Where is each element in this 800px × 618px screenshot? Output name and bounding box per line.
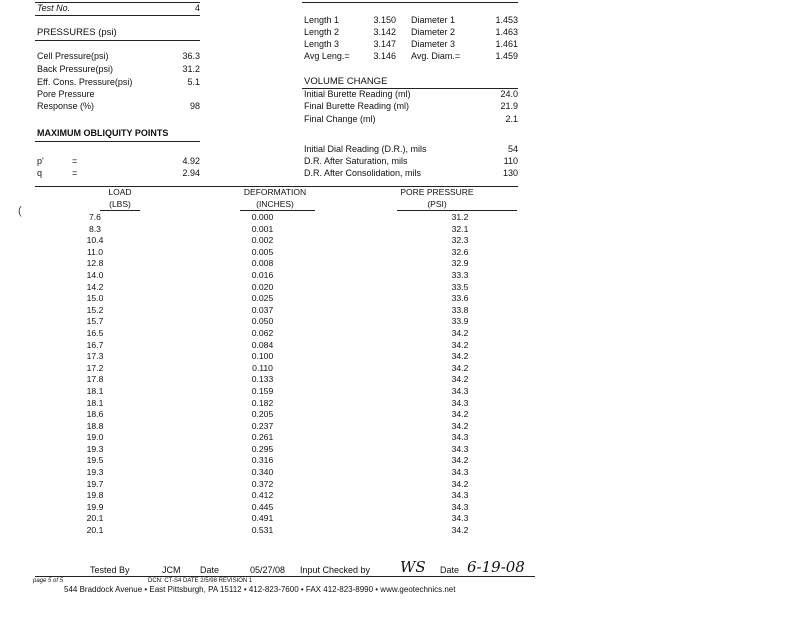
pore-pressure-cell: 34.3 (451, 443, 469, 454)
pore-pressure-cell: 33.8 (451, 304, 469, 315)
header-deformation-line2: (INCHES) (256, 199, 294, 209)
table-row (50, 224, 535, 236)
pore-pressure-cell: 34.3 (451, 432, 469, 443)
table-row (50, 258, 535, 270)
deformation-cell: 0.110 (252, 362, 273, 373)
deformation-cell: 0.491 (251, 513, 274, 524)
pore-pressure-cell: 34.2 (451, 420, 469, 431)
table-row (50, 490, 535, 502)
pressure-value: 98 (189, 101, 200, 111)
length-value: 3.147 (373, 39, 396, 49)
deformation-cell: 0.316 (251, 455, 274, 466)
load-cell: 18.1 (86, 397, 104, 408)
volume-title: VOLUME CHANGE (304, 76, 388, 87)
table-row (50, 398, 535, 410)
deformation-cell: 0.000 (251, 212, 274, 222)
header-pore-pressure-line1: PORE PRESSURE (400, 187, 474, 197)
load-cell: 12.8 (86, 258, 104, 269)
pore-pressure-cell: 34.2 (451, 362, 469, 373)
load-cell: 14.2 (86, 281, 104, 292)
header-load-line1: LOAD (108, 187, 132, 197)
pressure-value: 31.2 (182, 64, 200, 74)
diameter-label: Diameter 2 (411, 27, 456, 37)
pore-pressure-cell: 32.9 (451, 258, 469, 269)
diameter-label: Diameter 3 (411, 39, 456, 49)
load-cell: 18.6 (86, 409, 104, 420)
pore-pressure-cell: 34.3 (451, 467, 469, 478)
table-row (50, 432, 535, 444)
deformation-cell: 0.159 (251, 385, 274, 396)
dial-label: Initial Dial Reading (D.R.), mils (304, 144, 427, 154)
deformation-cell: 0.340 (251, 467, 274, 478)
pore-pressure-cell: 32.6 (451, 246, 469, 257)
dial-label: D.R. After Saturation, mils (304, 156, 408, 166)
length-label: Avg Leng.= (304, 51, 350, 61)
header-deformation-line1: DEFORMATION (243, 187, 307, 197)
table-row (50, 282, 535, 294)
length-label: Length 1 (304, 15, 340, 25)
header-load-line2: (LBS) (109, 199, 131, 209)
length-value: 3.146 (373, 51, 396, 61)
load-cell: 15.7 (86, 316, 104, 327)
table-row (50, 351, 535, 363)
load-cell: 10.4 (86, 235, 104, 246)
table-row (50, 386, 535, 398)
deformation-cell: 0.133 (251, 374, 274, 385)
load-cell: 19.9 (86, 501, 104, 512)
dial-value: 54 (507, 144, 518, 154)
diameter-value: 1.461 (495, 39, 518, 49)
length-value: 3.142 (373, 27, 396, 37)
pore-pressure-cell: 34.2 (451, 374, 469, 385)
diameter-value: 1.459 (495, 51, 518, 61)
pressure-label: Cell Pressure(psi) (37, 51, 109, 61)
deformation-cell: 0.062 (251, 327, 274, 338)
deformation-cell: 0.295 (251, 443, 274, 454)
pore-pressure-cell: 34.2 (451, 351, 469, 362)
test-number-label: Test No. (37, 3, 71, 13)
dial-label: D.R. After Consolidation, mils (304, 168, 422, 178)
deformation-cell: 0.261 (251, 432, 274, 443)
table-row (50, 525, 535, 537)
pore-pressure-cell: 34.2 (451, 339, 469, 350)
volume-label: Initial Burette Reading (ml) (304, 89, 411, 99)
test-number-value: 4 (194, 3, 200, 13)
header-pore-pressure-line2: (PSI) (427, 199, 447, 209)
table-row (50, 316, 535, 328)
table-row (50, 305, 535, 317)
pressure-value: 5.1 (187, 77, 200, 87)
pressure-label: Pore Pressure (37, 89, 95, 99)
table-row (50, 444, 535, 456)
load-cell: 17.8 (86, 374, 104, 385)
deformation-cell: 0.002 (251, 235, 274, 246)
pressures-title: PRESSURES (psi) (37, 27, 117, 38)
load-cell: 16.7 (86, 339, 104, 350)
deformation-cell: 0.025 (251, 293, 274, 304)
load-cell: 17.3 (86, 351, 104, 362)
load-cell: 19.7 (86, 478, 104, 489)
pressure-label: Eff. Cons. Pressure(psi) (37, 77, 133, 87)
deformation-cell: 0.100 (251, 351, 274, 362)
load-cell: 14.0 (86, 269, 104, 280)
load-cell: 15.2 (86, 304, 104, 315)
pore-pressure-cell: 34.2 (451, 525, 469, 536)
pore-pressure-cell: 31.2 (451, 212, 469, 222)
diameter-value: 1.453 (495, 15, 518, 25)
input-checked-label: Input Checked by (300, 565, 371, 575)
deformation-cell: 0.237 (251, 420, 274, 431)
deformation-cell: 0.412 (251, 490, 274, 501)
pore-pressure-cell: 34.3 (451, 385, 469, 396)
deformation-cell: 0.445 (251, 501, 274, 512)
pore-pressure-cell: 34.2 (451, 327, 469, 338)
obliquity-eq: = (72, 156, 78, 166)
load-cell: 19.8 (86, 490, 104, 501)
table-row (50, 513, 535, 525)
pressure-label: Response (%) (37, 101, 95, 111)
length-label: Length 3 (304, 39, 340, 49)
load-cell: 19.0 (86, 432, 104, 443)
deformation-cell: 0.037 (251, 304, 274, 315)
deformation-cell: 0.182 (251, 397, 274, 408)
pore-pressure-cell: 32.1 (451, 223, 469, 234)
pore-pressure-cell: 33.3 (451, 269, 469, 280)
obliquity-label: p' (37, 156, 44, 166)
load-cell: 17.2 (86, 362, 104, 373)
load-cell: 19.3 (86, 467, 104, 478)
deformation-cell: 0.050 (251, 316, 274, 327)
company-address: 544 Braddock Avenue • East Pittsburgh, PA 15112 • 412-823-7600 • FAX 412-823-8990 • www.geotechnics.net (64, 585, 456, 594)
table-row (50, 502, 535, 514)
deformation-cell: 0.205 (251, 409, 274, 420)
pore-pressure-cell: 34.2 (451, 478, 469, 489)
deformation-cell: 0.531 (251, 525, 274, 536)
date-value: 05/27/08 (250, 565, 286, 575)
volume-value: 2.1 (505, 114, 518, 124)
obliquity-value: 4.92 (182, 156, 200, 166)
obliquity-label: q (37, 168, 43, 178)
load-cell: 7.6 (89, 212, 101, 222)
volume-label: Final Change (ml) (304, 114, 376, 124)
pore-pressure-cell: 33.9 (451, 316, 469, 327)
table-row (50, 328, 535, 340)
pore-pressure-cell: 33.5 (451, 281, 469, 292)
load-cell: 19.5 (86, 455, 104, 466)
table-row (50, 235, 535, 247)
length-value: 3.150 (373, 15, 396, 25)
obliquity-eq: = (72, 168, 78, 178)
deformation-cell: 0.001 (251, 223, 274, 234)
deformation-cell: 0.372 (251, 478, 274, 489)
load-cell: 20.1 (86, 525, 104, 536)
checked-initials: WS (400, 558, 426, 576)
volume-value: 24.0 (500, 89, 518, 99)
pore-pressure-cell: 34.3 (451, 397, 469, 408)
pore-pressure-cell: 34.3 (451, 501, 469, 512)
obliquity-title: MAXIMUM OBLIQUITY POINTS (37, 128, 169, 138)
checked-date-value: 6-19-08 (467, 558, 525, 576)
pressure-label: Back Pressure(psi) (37, 64, 114, 74)
pore-pressure-cell: 34.3 (451, 513, 469, 524)
pore-pressure-cell: 33.6 (451, 293, 469, 304)
deformation-cell: 0.020 (251, 281, 274, 292)
volume-label: Final Burette Reading (ml) (304, 101, 410, 111)
load-cell: 19.3 (86, 443, 104, 454)
load-deformation-table (50, 212, 535, 537)
table-row (50, 374, 535, 386)
obliquity-value: 2.94 (182, 168, 200, 178)
diameter-label: Diameter 1 (411, 15, 456, 25)
table-row (50, 270, 535, 282)
dial-value: 110 (503, 156, 518, 166)
checked-date-label: Date (440, 565, 460, 575)
pore-pressure-cell: 34.2 (451, 455, 469, 466)
load-cell: 16.5 (86, 327, 104, 338)
tested-by-label: Tested By (90, 565, 130, 575)
deformation-cell: 0.084 (251, 339, 274, 350)
pore-pressure-cell: 34.3 (451, 490, 469, 501)
load-cell: 20.1 (86, 513, 104, 524)
table-row (50, 421, 535, 433)
table-row (50, 363, 535, 375)
table-row (50, 293, 535, 305)
deformation-cell: 0.008 (251, 258, 274, 269)
document-control-note: DCN: CT-S4 DATE 2/5/98 REVISION 1 (148, 578, 253, 584)
load-cell: 11.0 (86, 246, 104, 257)
deformation-cell: 0.016 (251, 269, 274, 280)
pore-pressure-cell: 32.3 (451, 235, 469, 246)
deformation-cell: 0.005 (251, 246, 274, 257)
margin-mark: ( (18, 205, 22, 217)
table-row (50, 212, 535, 224)
diameter-value: 1.463 (495, 27, 518, 37)
load-cell: 18.8 (86, 420, 104, 431)
table-row (50, 467, 535, 479)
pressure-value: 36.3 (182, 51, 200, 61)
diameter-label: Avg. Diam.= (411, 51, 461, 61)
page-number: page 5 of 5 (33, 578, 64, 584)
length-label: Length 2 (304, 27, 340, 37)
load-cell: 18.1 (86, 385, 104, 396)
pore-pressure-cell: 34.2 (451, 409, 469, 420)
table-row (50, 247, 535, 259)
table-row (50, 409, 535, 421)
table-row (50, 455, 535, 467)
dial-value: 130 (502, 168, 518, 178)
table-row (50, 340, 535, 352)
load-cell: 8.3 (89, 223, 101, 234)
tested-by-value: JCM (162, 565, 181, 575)
date-label: Date (200, 565, 220, 575)
load-cell: 15.0 (86, 293, 104, 304)
volume-value: 21.9 (500, 101, 518, 111)
table-row (50, 479, 535, 491)
